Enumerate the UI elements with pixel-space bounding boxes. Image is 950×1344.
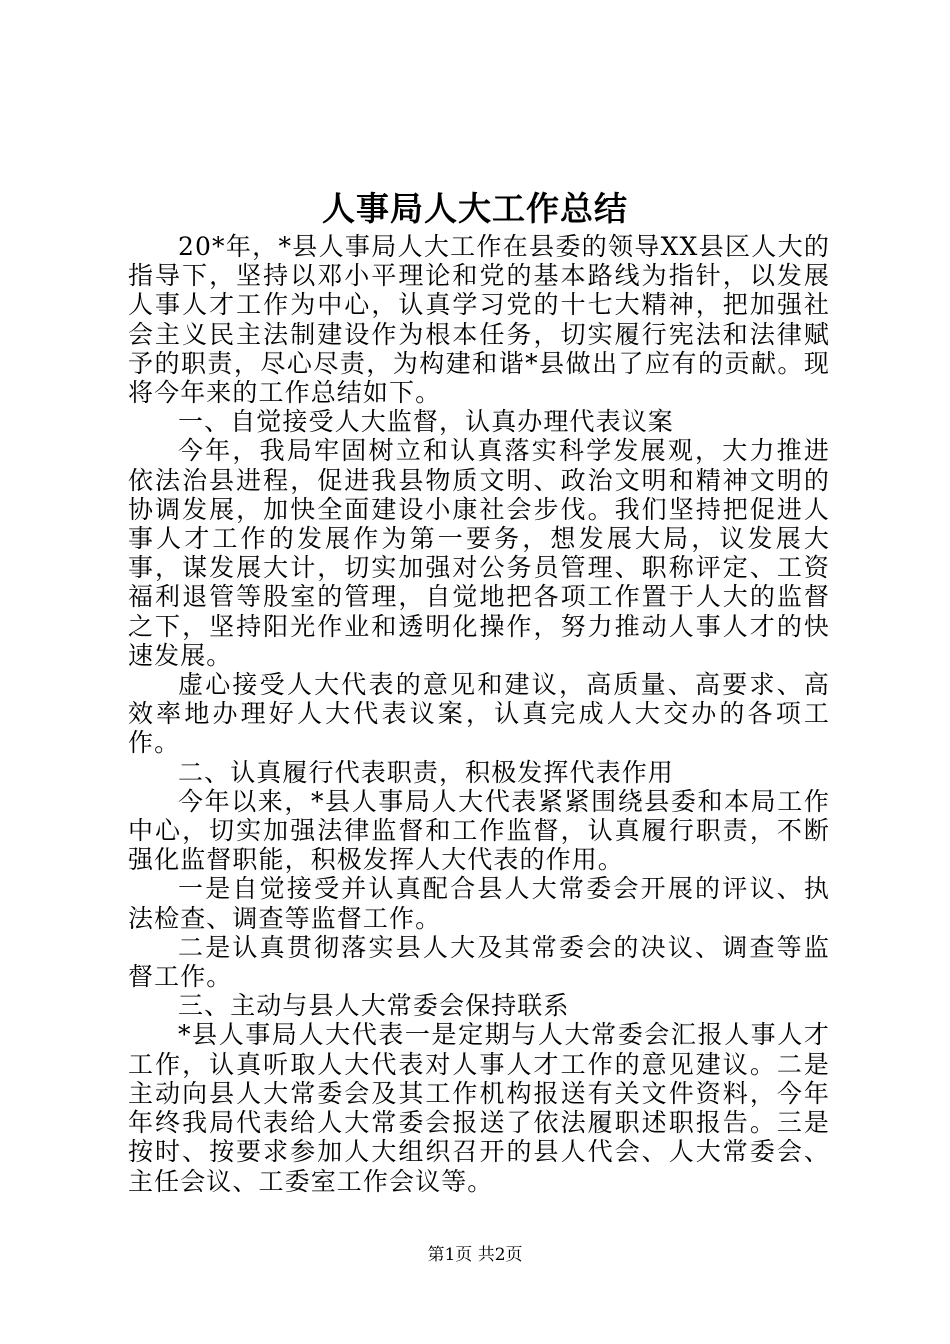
paragraph-section-2c: 二是认真贯彻落实县人大及其常委会的决议、调查等监督工作。	[128, 932, 830, 992]
paragraph-section-3a: *县人事局人大代表一是定期与人大常委会汇报人事人才工作，认真听取人大代表对人事人才工作的意见建议。二是主动向县人大常委会及其工作机构报送有关文件资料，今年年终我局代表给人大常委会报送了依法履职述职报告。三是按时、按要求参加人大组织召开的县人代会、人大常委会、主任会议、工委室工作会议等。	[128, 1020, 830, 1196]
paragraph-section-1a: 今年，我局牢固树立和认真落实科学发展观，大力推进依法治县进程，促进我县物质文明、政治文明和精神文明的协调发展，加快全面建设小康社会步伐。我们坚持把促进人事人才工作的发展作为第一要务，想发展大局，议发展大事，谋发展大计，切实加强对公务员管理、职称评定、工资福利退管等股室的管理，自觉地把各项工作置于人大的监督之下，坚持阳光作业和透明化操作，努力推动人事人才的快速发展。	[128, 436, 830, 670]
paragraph-section-2a: 今年以来，*县人事局人大代表紧紧围绕县委和本局工作中心，切实加强法律监督和工作监督，认真履行职责，不断强化监督职能，积极发挥人大代表的作用。	[128, 786, 830, 875]
section-heading-1: 一、自觉接受人大监督，认真办理代表议案	[178, 407, 674, 437]
document-title: 人事局人大工作总结	[322, 189, 628, 228]
section-heading-2: 二、认真履行代表职责，积极发挥代表作用	[178, 757, 674, 787]
page-number-footer: 第1页 共2页	[427, 1245, 523, 1265]
section-heading-3: 三、主动与县人大常委会保持联系	[178, 991, 570, 1021]
document-body	[128, 232, 830, 1196]
paragraph-section-1b: 虚心接受人大代表的意见和建议，高质量、高要求、高效率地办理好人大代表议案，认真完成人大交办的各项工作。	[128, 670, 830, 758]
paragraph-intro: 20*年，*县人事局人大工作在县委的领导XX县区人大的指导下，坚持以邓小平理论和党的基本路线为指针，以发展人事人才工作为中心，认真学习党的十七大精神，把加强社会主义民主法制建设作为根本任务，切实履行宪法和法律赋予的职责，尽心尽责，为构建和谐*县做出了应有的贡献。现将今年来的工作总结如下。	[128, 232, 830, 408]
paragraph-section-2b: 一是自觉接受并认真配合县人大常委会开展的评议、执法检查、调查等监督工作。	[128, 874, 830, 933]
